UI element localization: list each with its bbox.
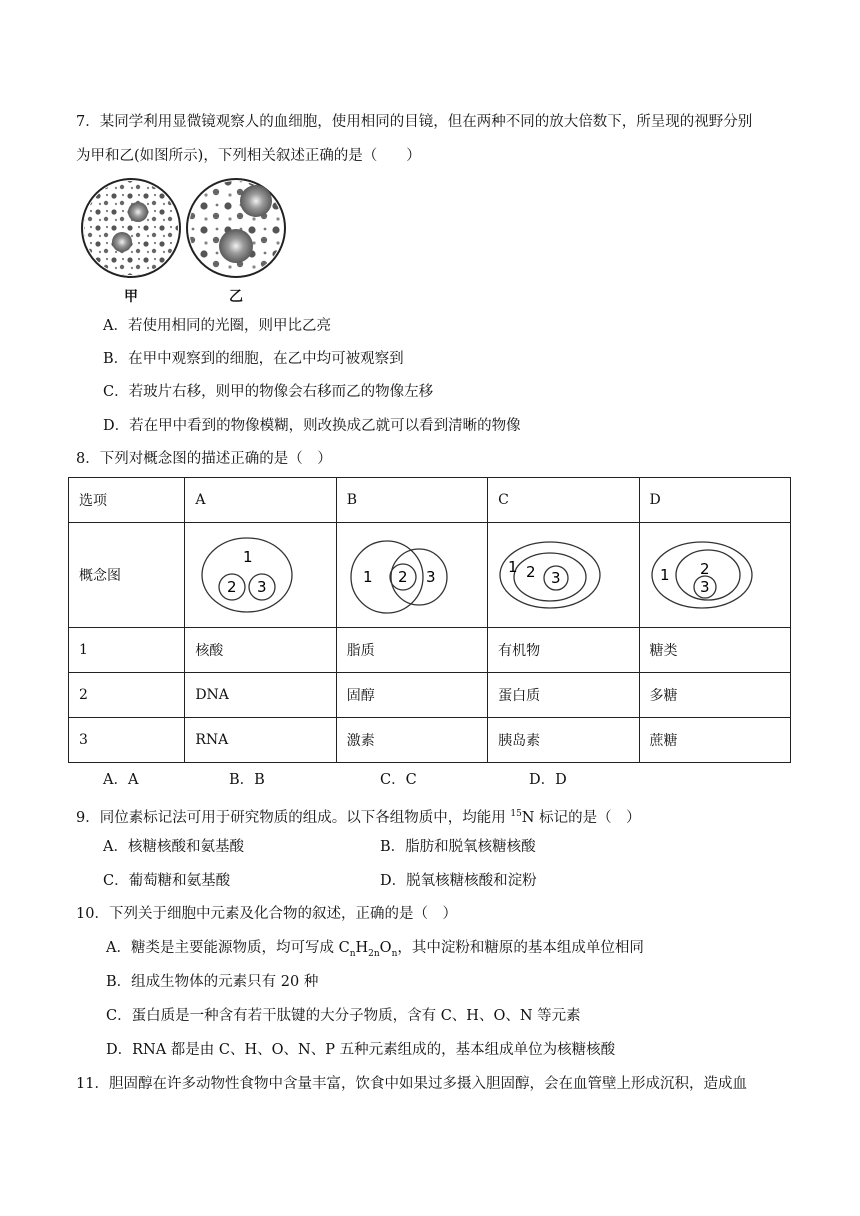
venn-label-1: 1 <box>659 566 670 584</box>
venn-label-2: 2 <box>227 578 237 596</box>
table-cell: 糖类 <box>639 628 790 673</box>
figure-label-jia: 甲 <box>124 289 138 305</box>
figure-label-yi: 乙 <box>229 289 243 305</box>
q8-option-a: A．A <box>103 772 139 788</box>
venn-label-3: 3 <box>257 578 267 596</box>
venn-label-3: 3 <box>551 569 561 587</box>
q8-stem: 8．下列对概念图的描述正确的是（ ） <box>76 451 332 467</box>
table-cell: RNA <box>185 718 336 763</box>
venn-label-1: 1 <box>243 548 253 566</box>
table-cell: 激素 <box>336 718 487 763</box>
formula-subscript: 2n <box>368 948 380 959</box>
venn-label-3: 3 <box>699 578 710 596</box>
venn-label-1: 1 <box>362 568 373 586</box>
microscope-figure <box>78 176 288 306</box>
field-jia <box>82 179 180 277</box>
q9-isotope-mass: 15 <box>510 809 522 819</box>
q7-option-d: D．若在甲中看到的物像模糊，则改换成乙就可以看到清晰的物像 <box>103 418 521 434</box>
venn-diagram-a <box>195 535 295 615</box>
formula-element: O <box>379 940 392 956</box>
table-cell: 选项 <box>69 478 185 523</box>
q9-stem-post: N 标记的是（ ） <box>521 809 641 826</box>
table-cell: D <box>639 478 790 523</box>
q7-stem-line1: 7．某同学利用显微镜观察人的血细胞，使用相同的目镜，但在两种不同的放大倍数下，所呈现的视野分别 <box>76 114 753 130</box>
table-cell: 脂质 <box>336 628 487 673</box>
concept-table <box>68 477 791 763</box>
table-cell: B <box>336 478 487 523</box>
q9-option-d: D．脱氧核糖核酸和淀粉 <box>380 873 537 889</box>
q7-option-b: B．在甲中观察到的细胞，在乙中均可被观察到 <box>103 351 404 367</box>
venn-cell-c <box>488 523 639 628</box>
q10-option-c: C．蛋白质是一种含有若干肽键的大分子物质，含有 C、H、O、N 等元素 <box>106 1008 581 1024</box>
table-diagram-row <box>69 523 791 628</box>
formula-subscript: n <box>349 948 356 959</box>
venn-label-2: 2 <box>526 563 536 581</box>
venn-label-1: 1 <box>508 558 518 576</box>
table-cell: C <box>488 478 639 523</box>
venn-cell-b <box>336 523 487 628</box>
q8-option-c: C．C <box>380 772 417 788</box>
table-cell: 1 <box>69 628 185 673</box>
table-row <box>69 628 791 673</box>
q7-stem-line2: 为甲和乙(如图所示)，下列相关叙述正确的是（ ） <box>76 148 421 164</box>
table-cell: 胰岛素 <box>488 718 639 763</box>
q9-option-b: B．脂肪和脱氧核糖核酸 <box>380 839 536 855</box>
table-cell: A <box>185 478 336 523</box>
field-yi <box>187 179 285 277</box>
table-row <box>69 673 791 718</box>
table-cell: 蔗糖 <box>639 718 790 763</box>
table-header-row <box>69 478 791 523</box>
formula-subscript: n <box>391 948 398 959</box>
venn-cell-a <box>185 523 336 628</box>
q10-option-a <box>106 938 644 964</box>
table-row <box>69 718 791 763</box>
venn-diagram-d <box>650 535 760 615</box>
q9-option-c: C．葡萄糖和氨基酸 <box>103 873 231 889</box>
venn-diagram-c <box>498 535 608 615</box>
q10-option-b: B．组成生物体的元素只有 20 种 <box>106 974 319 990</box>
q10-option-a-tail: ，其中淀粉和糖原的基本组成单位相同 <box>397 940 644 956</box>
q8-option-d: D．D <box>529 772 567 788</box>
q8-option-b: B．B <box>229 772 265 788</box>
q9-option-a: A．核糖核酸和氨基酸 <box>103 839 244 855</box>
table-cell: 核酸 <box>185 628 336 673</box>
q9-stem <box>76 804 641 828</box>
formula-element: H <box>355 940 369 956</box>
q11-stem: 11．胆固醇在许多动物性食物中含量丰富，饮食中如果过多摄入胆固醇，会在血管壁上形成沉积，造成血 <box>76 1076 747 1092</box>
q10-option-d: D．RNA 都是由 C、H、O、N、P 五种元素组成的，基本组成单位为核糖核酸 <box>106 1042 616 1058</box>
table-cell: 蛋白质 <box>488 673 639 718</box>
table-cell: 固醇 <box>336 673 487 718</box>
q10-option-a-text: A．糖类是主要能源物质，均可写成 C <box>106 940 350 956</box>
venn-label-2: 2 <box>397 568 408 586</box>
q10-stem: 10．下列关于细胞中元素及化合物的叙述，正确的是（ ） <box>76 906 457 922</box>
table-cell: 有机物 <box>488 628 639 673</box>
venn-label-3: 3 <box>425 568 436 586</box>
table-cell: DNA <box>185 673 336 718</box>
venn-diagram-b <box>347 535 457 615</box>
q7-option-c: C．若玻片右移，则甲的物像会右移而乙的物像左移 <box>103 384 434 400</box>
q9-stem-pre: 9．同位素标记法可用于研究物质的组成。以下各组物质中，均能用 <box>76 809 511 826</box>
q7-option-a: A．若使用相同的光圈，则甲比乙亮 <box>103 318 331 334</box>
venn-cell-d <box>639 523 790 628</box>
table-cell: 3 <box>69 718 185 763</box>
venn-label-2: 2 <box>699 560 710 578</box>
table-cell: 概念图 <box>69 523 185 628</box>
table-cell: 2 <box>69 673 185 718</box>
table-cell: 多糖 <box>639 673 790 718</box>
